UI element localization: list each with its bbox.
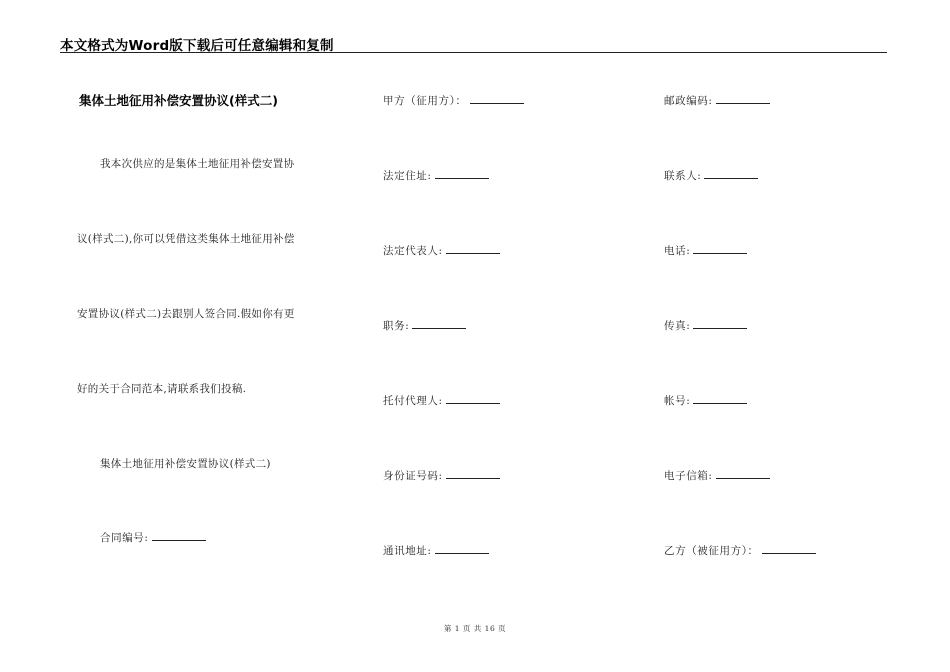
- party-a-blank: [470, 94, 524, 104]
- legal-representative-field: [383, 243, 500, 258]
- party-b-field: [664, 543, 816, 558]
- contact-person-blank: [704, 169, 758, 179]
- postal-code-label: 邮政编码:: [664, 95, 713, 107]
- mailing-address-label: 通讯地址:: [383, 545, 432, 557]
- email-label: 电子信箱:: [664, 470, 713, 482]
- fax-blank: [693, 319, 747, 329]
- section-heading: 集体土地征用补偿安置协议(样式二): [100, 458, 271, 470]
- intro-line-2: 议(样式二),你可以凭借这类集体土地征用补偿: [77, 233, 295, 245]
- account-label: 帐号:: [664, 395, 691, 407]
- postal-code-blank: [716, 94, 770, 104]
- id-number-label: 身份证号码:: [383, 470, 443, 482]
- agent-blank: [446, 394, 500, 404]
- intro-line-4: 好的关于合同范本,请联系我们投稿.: [77, 383, 247, 395]
- mailing-address-blank: [435, 544, 489, 554]
- contract-number-field: [100, 530, 206, 545]
- mailing-address-field: [383, 543, 489, 558]
- email-blank: [716, 469, 770, 479]
- phone-field: [664, 243, 747, 258]
- postal-code-field: [664, 93, 770, 108]
- contact-person-label: 联系人:: [664, 170, 702, 182]
- fax-field: [664, 318, 747, 333]
- header-text: 本文格式为Word版下载后可任意编辑和复制: [60, 38, 334, 54]
- account-blank: [693, 394, 747, 404]
- legal-address-blank: [435, 169, 489, 179]
- intro-line-3: 安置协议(样式二)去跟别人签合同.假如你有更: [77, 308, 295, 320]
- party-a-label: 甲方（征用方）：: [383, 95, 467, 107]
- contract-number-blank: [152, 531, 206, 541]
- document-header: [60, 33, 887, 53]
- fax-label: 传真:: [664, 320, 691, 332]
- position-label: 职务:: [383, 320, 410, 332]
- agent-label: 托付代理人:: [383, 395, 443, 407]
- legal-representative-blank: [446, 244, 500, 254]
- phone-label: 电话:: [664, 245, 691, 257]
- page-number: 第 1 页 共 16 页: [443, 624, 507, 633]
- agent-field: [383, 393, 500, 408]
- email-field: [664, 468, 770, 483]
- contact-person-field: [664, 168, 758, 183]
- id-number-blank: [446, 469, 500, 479]
- contract-number-label: 合同编号:: [100, 532, 149, 544]
- phone-blank: [693, 244, 747, 254]
- account-field: [664, 393, 747, 408]
- legal-address-label: 法定住址:: [383, 170, 432, 182]
- legal-representative-label: 法定代表人:: [383, 245, 443, 257]
- party-b-blank: [762, 544, 816, 554]
- party-b-label: 乙方（被征用方）：: [664, 545, 759, 557]
- party-a-field: [383, 93, 524, 108]
- intro-line-1: 我本次供应的是集体土地征用补偿安置协: [100, 158, 295, 170]
- document-title: 集体土地征用补偿安置协议(样式二): [79, 93, 278, 108]
- position-blank: [412, 319, 466, 329]
- id-number-field: [383, 468, 500, 483]
- position-field: [383, 318, 466, 333]
- legal-address-field: [383, 168, 489, 183]
